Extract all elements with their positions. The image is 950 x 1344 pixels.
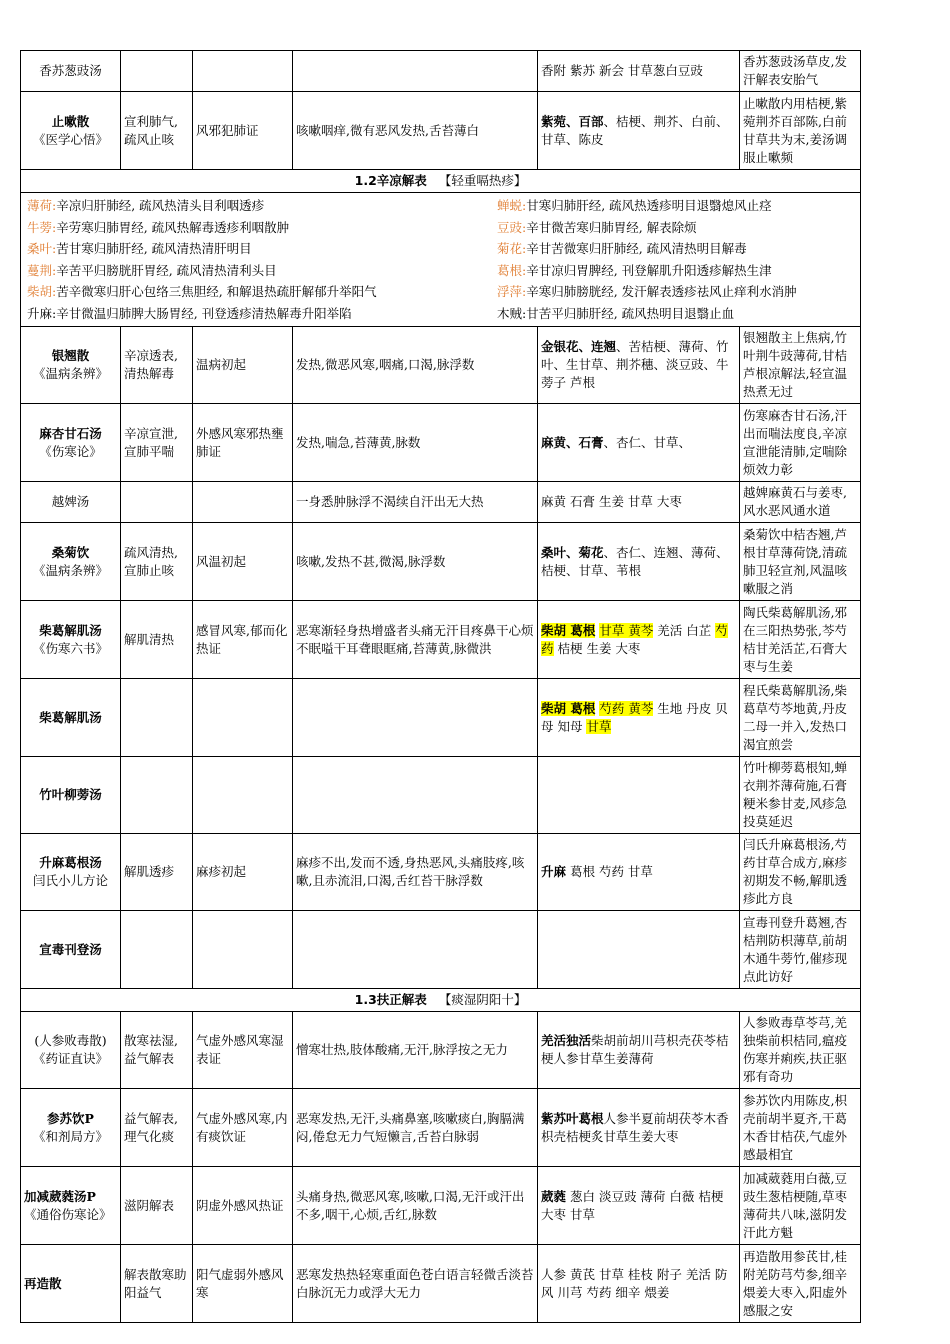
formula-effect-text: 滋阴解表 xyxy=(124,1197,175,1213)
formula-ingredients xyxy=(538,1245,740,1323)
herb-desc: 辛苦平归膀胱肝胃经, 疏风清热清利头目 xyxy=(56,262,277,278)
formula-name: 加减葳蕤汤P xyxy=(24,1188,96,1204)
formula-song xyxy=(740,834,861,911)
ingredient-segment: 、苦桔梗、薄荷、竹叶、生甘草、荆芥穗、淡豆豉、牛蒡子 芦根 xyxy=(541,339,729,390)
ingredient-segment: 柴胡 葛根 xyxy=(541,700,596,716)
formula-indication xyxy=(193,404,293,482)
formula-song-text: 银翘散主上焦病,竹叶荆牛豉薄荷,甘桔芦根凉解法,轻宣温热煮无过 xyxy=(743,330,847,399)
formula-source: 闫氏小儿方论 xyxy=(32,873,108,888)
formula-effect-text: 散寒祛湿,益气解表 xyxy=(124,1033,178,1066)
formula-name: 柴葛解肌汤 xyxy=(39,709,102,725)
formula-indication xyxy=(193,1012,293,1089)
formula-source: 《和剂局方》 xyxy=(32,1128,108,1144)
formula-song xyxy=(740,51,861,92)
herb-name: 木贼: xyxy=(497,305,527,321)
formula-song-text: 陶氏柴葛解肌汤,邪在三阳热势张,芩芍桔甘羌活芷,石膏大枣与生姜 xyxy=(743,604,847,674)
formula-song-text: 香苏葱豉汤草皮,发汗解表安胎气 xyxy=(743,54,847,87)
formula-effect xyxy=(121,327,193,404)
formula-indication xyxy=(193,1167,293,1245)
herb-note-line xyxy=(24,217,861,239)
formula-symptoms-text: 咳嗽,发热不甚,微渴,脉浮数 xyxy=(296,553,446,569)
formula-name: 再造散 xyxy=(24,1275,62,1291)
formula-effect xyxy=(121,1012,193,1089)
formula-song xyxy=(740,523,861,601)
formula-effect-text: 解肌透疹 xyxy=(124,864,175,879)
herb-note xyxy=(494,195,861,217)
formula-symptoms-text: 发热,微恶风寒,咽痛,口渴,脉浮数 xyxy=(296,357,475,372)
ingredient-segment: 香附 紫苏 新会 甘草葱白豆豉 xyxy=(541,63,703,78)
formula-table xyxy=(20,50,861,1323)
formula-row xyxy=(21,482,861,523)
formula-song xyxy=(740,911,861,989)
formula-ingredients xyxy=(538,834,740,911)
formula-ingredients xyxy=(538,523,740,601)
herb-note xyxy=(494,281,861,303)
formula-indication xyxy=(193,1245,293,1323)
ingredient-segment: 生地 丹皮 贝母 知母 xyxy=(541,700,728,734)
formula-ingredients xyxy=(538,1167,740,1245)
section-tag: 【痰湿阴阳十】 xyxy=(438,992,527,1007)
formula-name-cell xyxy=(21,1245,121,1323)
ingredient-segment: 柴胡前胡川芎枳壳茯苓桔梗人参甘草生姜薄荷 xyxy=(541,1033,729,1066)
formula-song-text: 越婢麻黄石与姜枣,风水恶风通水道 xyxy=(743,485,847,518)
ingredient-segment: 甘草 黄芩 xyxy=(599,622,654,638)
formula-indication xyxy=(193,327,293,404)
formula-row xyxy=(21,757,861,834)
formula-indication xyxy=(193,679,293,757)
formula-name-cell xyxy=(21,1089,121,1167)
formula-symptoms xyxy=(293,1012,538,1089)
formula-indication-text: 阳气虚弱外感风寒 xyxy=(196,1266,284,1300)
herb-note xyxy=(494,217,861,239)
formula-symptoms-text: 发热,喘急,苔薄黄,脉数 xyxy=(296,434,421,450)
herb-note xyxy=(494,260,861,282)
ingredient-segment: 、杏仁、连翘、薄荷、桔梗、甘草、苇根 xyxy=(541,544,729,578)
formula-name-cell xyxy=(21,51,121,92)
formula-row xyxy=(21,1245,861,1323)
herb-notes-cell xyxy=(21,193,861,327)
formula-name: 越婢汤 xyxy=(51,494,90,509)
formula-name: 麻杏甘石汤 xyxy=(39,425,102,441)
formula-source: 《温病条辨》 xyxy=(32,366,108,381)
ingredient-segment: 紫菀、百部 xyxy=(541,113,604,129)
formula-row xyxy=(21,404,861,482)
herb-desc: 辛甘凉归胃脾经, 刊登解肌升阳透疹解热生津 xyxy=(526,262,772,278)
herb-note-line xyxy=(24,195,861,217)
formula-row xyxy=(21,1012,861,1089)
formula-row xyxy=(21,523,861,601)
formula-song xyxy=(740,482,861,523)
herb-name: 蔓荆: xyxy=(27,262,57,278)
formula-effect xyxy=(121,404,193,482)
formula-indication-text: 风温初起 xyxy=(196,553,247,569)
ingredient-segment: 甘草 xyxy=(586,718,612,734)
formula-song xyxy=(740,1089,861,1167)
formula-name-cell xyxy=(21,757,121,834)
formula-effect-text: 疏风清热,宣肺止咳 xyxy=(124,544,178,578)
formula-indication-text: 风邪犯肺证 xyxy=(196,122,259,138)
formula-song xyxy=(740,679,861,757)
formula-row xyxy=(21,911,861,989)
formula-ingredients xyxy=(538,327,740,404)
formula-name-cell xyxy=(21,404,121,482)
formula-ingredients xyxy=(538,601,740,679)
formula-name-cell xyxy=(21,679,121,757)
formula-song xyxy=(740,327,861,404)
formula-effect xyxy=(121,679,193,757)
formula-symptoms-text: 咳嗽咽痒,微有恶风发热,舌苔薄白 xyxy=(296,122,479,138)
formula-ingredients xyxy=(538,51,740,92)
formula-source: 《通俗伤寒论》 xyxy=(24,1206,112,1222)
formula-indication xyxy=(193,51,293,92)
formula-song xyxy=(740,757,861,834)
formula-symptoms xyxy=(293,679,538,757)
formula-name-cell xyxy=(21,1167,121,1245)
formula-symptoms-text: 麻疹不出,发而不透,身热恶风,头痛肢疼,咳嗽,且赤流泪,口渴,舌红苔干脉浮数 xyxy=(296,855,525,888)
formula-song xyxy=(740,1245,861,1323)
formula-name: 柴葛解肌汤 xyxy=(39,622,102,638)
ingredient-segment: 、桔梗、荆芥、白前、甘草、陈皮 xyxy=(541,113,729,147)
formula-symptoms-text: 一身悉肿脉浮不渴续自汗出无大热 xyxy=(296,494,484,509)
formula-name: 宣毒刊登汤 xyxy=(39,941,102,957)
formula-song-text: 人参败毒草苓芎,羌独柴前枳桔同,瘟疫伤寒并痢疾,扶正驱邪有奇功 xyxy=(743,1015,847,1084)
ingredient-segment: 柴胡 葛根 xyxy=(541,622,596,638)
formula-song-text: 桑菊饮中桔杏翘,芦根甘草薄荷饶,清疏肺卫轻宣剂,风温咳嗽服之消 xyxy=(743,526,847,596)
formula-source: 《伤寒论》 xyxy=(39,443,102,459)
formula-row xyxy=(21,51,861,92)
herb-notes-row xyxy=(21,193,861,327)
section-title: 1.3扶正解表 xyxy=(354,992,427,1007)
formula-row xyxy=(21,92,861,170)
formula-name: 升麻葛根汤 xyxy=(39,855,102,870)
herb-name: 菊花: xyxy=(497,241,527,256)
section-header-row xyxy=(21,989,861,1012)
herb-note-line xyxy=(24,303,861,325)
section-title-cell xyxy=(21,170,861,193)
ingredient-segment: 麻黄 石膏 生姜 甘草 大枣 xyxy=(541,494,682,509)
formula-effect-text: 益气解表,理气化痰 xyxy=(124,1110,178,1144)
formula-symptoms xyxy=(293,911,538,989)
herb-name: 桑叶: xyxy=(27,241,57,256)
formula-name-cell xyxy=(21,92,121,170)
formula-symptoms xyxy=(293,757,538,834)
formula-song-text: 竹叶柳蒡葛根知,蝉衣荆芥薄荷施,石膏粳米参甘麦,风疹急投莫延迟 xyxy=(743,760,847,829)
formula-symptoms-text: 憎寒壮热,肢体酸痛,无汗,脉浮按之无力 xyxy=(296,1042,508,1057)
herb-note xyxy=(24,260,494,282)
formula-song-text: 加减葳蕤用白薇,豆豉生葱桔梗随,草枣薄荷共八味,滋阴发汗此方魁 xyxy=(743,1170,847,1240)
herb-name: 蝉蜕: xyxy=(497,198,527,213)
formula-effect xyxy=(121,911,193,989)
herb-desc: 甘苦平归肺肝经, 疏风热明目退翳止血 xyxy=(526,305,735,321)
ingredient-segment: 葛根 芍药 甘草 xyxy=(566,864,653,879)
herb-note xyxy=(24,217,494,239)
formula-row xyxy=(21,1089,861,1167)
herb-desc: 辛劳寒归肺胃经, 疏风热解毒透疹利咽散肿 xyxy=(56,219,290,235)
formula-song-text: 再造散用参芪甘,桂附羌防芎芍参,细辛煨姜大枣入,阳虚外感服之安 xyxy=(743,1248,847,1318)
formula-song xyxy=(740,92,861,170)
formula-effect xyxy=(121,51,193,92)
formula-song-text: 伤寒麻杏甘石汤,汗出而喘法度良,辛凉宣泄能清肺,定喘除烦效力彰 xyxy=(743,407,847,477)
formula-song xyxy=(740,601,861,679)
section-header-row xyxy=(21,170,861,193)
formula-indication xyxy=(193,523,293,601)
formula-name: 竹叶柳蒡汤 xyxy=(39,787,102,802)
formula-ingredients xyxy=(538,1012,740,1089)
formula-symptoms-text: 恶寒发热热轻寒重面色苍白语言轻微舌淡苔白脉沉无力或浮大无力 xyxy=(296,1266,534,1300)
formula-song xyxy=(740,1167,861,1245)
formula-source: 《药证直诀》 xyxy=(32,1051,108,1066)
formula-effect-text: 辛凉宣泄,宣肺平喘 xyxy=(124,425,178,459)
formula-symptoms xyxy=(293,327,538,404)
herb-desc: 辛寒归肺膀胱经, 发汗解表透疹祛风止痒利水消肿 xyxy=(526,284,797,299)
formula-name: 止嗽散 xyxy=(51,113,90,129)
formula-song-text: 宣毒刊登升葛翘,杏桔荆防枳薄草,前胡木通牛蒡竹,催疹现点此访好 xyxy=(743,914,847,984)
section-title-cell xyxy=(21,989,861,1012)
formula-indication xyxy=(193,911,293,989)
ingredient-segment: 桑叶、菊花 xyxy=(541,544,604,560)
ingredient-segment: 芍药 黄芩 xyxy=(599,700,654,716)
herb-note-line xyxy=(24,238,861,260)
formula-name: (人参败毒散) xyxy=(34,1033,107,1048)
formula-name-cell xyxy=(21,327,121,404)
formula-effect xyxy=(121,1167,193,1245)
herb-name: 升麻: xyxy=(27,305,57,321)
ingredient-segment: 羌活 白芷 xyxy=(653,622,716,638)
formula-indication-text: 温病初起 xyxy=(196,357,247,372)
formula-song xyxy=(740,404,861,482)
ingredient-segment: 麻黄、石膏 xyxy=(541,434,604,450)
formula-symptoms xyxy=(293,92,538,170)
herb-desc: 苦甘寒归肺肝经, 疏风清热清肝明目 xyxy=(56,241,252,256)
ingredient-segment: 桔梗 生姜 大枣 xyxy=(553,640,641,656)
formula-ingredients xyxy=(538,911,740,989)
herb-note xyxy=(24,303,494,325)
formula-name-cell xyxy=(21,601,121,679)
formula-name-cell xyxy=(21,911,121,989)
herb-note xyxy=(24,281,494,303)
formula-row xyxy=(21,327,861,404)
formula-ingredients xyxy=(538,1089,740,1167)
formula-effect-text: 解肌清热 xyxy=(124,631,175,647)
herb-desc: 辛甘苦微寒归肝肺经, 疏风清热明目解毒 xyxy=(526,241,747,256)
formula-symptoms-text: 恶寒渐轻身热增盛者头痛无汗目疼鼻干心烦不眠嗌干耳聋眼眶痛,苔薄黄,脉微洪 xyxy=(296,622,534,656)
herb-note-line xyxy=(24,281,861,303)
herb-desc: 甘寒归肺肝经, 疏风热透疹明目退翳熄风止痉 xyxy=(526,198,772,213)
formula-indication xyxy=(193,92,293,170)
formula-song xyxy=(740,1012,861,1089)
formula-effect-text: 辛凉透表,清热解毒 xyxy=(124,348,178,381)
formula-symptoms xyxy=(293,1167,538,1245)
formula-name-cell xyxy=(21,482,121,523)
formula-indication-text: 感冒风寒,郁而化热证 xyxy=(196,622,288,656)
formula-symptoms xyxy=(293,601,538,679)
ingredient-segment: 芍药 xyxy=(541,622,728,656)
ingredient-segment: 葳蕤 xyxy=(541,1188,567,1204)
section-title: 1.2辛凉解表 xyxy=(354,173,427,188)
formula-indication xyxy=(193,482,293,523)
herb-desc: 辛凉归肝肺经, 疏风热清头目利咽透疹 xyxy=(56,198,265,213)
formula-effect xyxy=(121,601,193,679)
formula-song-text: 参苏饮内用陈皮,枳壳前胡半夏齐,干葛木香甘桔茯,气虚外感最相宜 xyxy=(743,1092,847,1162)
formula-symptoms xyxy=(293,482,538,523)
ingredient-segment: 人参 黄芪 甘草 桂枝 附子 羌活 防风 川芎 芍药 细辛 煨姜 xyxy=(541,1266,728,1300)
herb-note xyxy=(24,238,494,260)
formula-source: 《伤寒六书》 xyxy=(32,640,108,656)
formula-name: 香苏葱豉汤 xyxy=(39,63,102,78)
herb-name: 葛根: xyxy=(497,262,527,278)
formula-indication xyxy=(193,757,293,834)
herb-desc: 苦辛微寒归肝心包络三焦胆经, 和解退热疏肝解郁升举阳气 xyxy=(56,284,377,299)
herb-note xyxy=(494,238,861,260)
section-tag: 【轻重嗝热疹】 xyxy=(438,173,527,188)
formula-effect-text: 解表散寒助阳益气 xyxy=(124,1266,187,1300)
ingredient-segment: 紫苏叶葛根 xyxy=(541,1110,604,1126)
formula-symptoms xyxy=(293,1245,538,1323)
formula-ingredients xyxy=(538,92,740,170)
formula-source: 《医学心悟》 xyxy=(32,131,108,147)
formula-row xyxy=(21,601,861,679)
formula-name-cell xyxy=(21,1012,121,1089)
formula-effect xyxy=(121,1089,193,1167)
formula-row xyxy=(21,1167,861,1245)
formula-effect-text: 宣利肺气,疏风止咳 xyxy=(124,113,178,147)
ingredient-segment: 金银花、连翘 xyxy=(541,339,617,354)
ingredient-segment: 葱白 淡豆豉 薄荷 白薇 桔梗 大枣 甘草 xyxy=(541,1188,724,1222)
formula-effect xyxy=(121,523,193,601)
formula-symptoms xyxy=(293,404,538,482)
herb-desc: 辛甘微温归肺脾大肠胃经, 刊登透疹清热解毒升阳举陷 xyxy=(56,305,352,321)
formula-symptoms xyxy=(293,1089,538,1167)
herb-name: 薄荷: xyxy=(27,198,57,213)
herb-notes-table xyxy=(24,195,861,324)
herb-desc: 辛甘微苦寒归肺胃经, 解表除烦 xyxy=(526,219,697,235)
herb-note xyxy=(24,195,494,217)
formula-ingredients xyxy=(538,679,740,757)
herb-note xyxy=(494,303,861,325)
formula-effect xyxy=(121,92,193,170)
formula-indication xyxy=(193,601,293,679)
formula-song-text: 闫氏升麻葛根汤,芍药甘草合成方,麻疹初期发不畅,解肌透疹此方良 xyxy=(743,837,847,906)
formula-indication-text: 外感风寒邪热壅肺证 xyxy=(196,425,284,459)
herb-name: 豆豉: xyxy=(497,219,527,235)
herb-note-line xyxy=(24,260,861,282)
herb-name: 浮萍: xyxy=(497,284,527,299)
formula-song-text: 止嗽散内用桔梗,紫菀荆芥百部陈,白前甘草共为末,姜汤调服止嗽频 xyxy=(743,95,847,165)
ingredient-segment: 人参半夏前胡茯苓木香枳壳桔梗炙甘草生姜大枣 xyxy=(541,1110,729,1144)
formula-row xyxy=(21,834,861,911)
formula-indication-text: 阴虚外感风热证 xyxy=(196,1197,284,1213)
formula-name: 银翘散 xyxy=(51,348,90,363)
formula-indication-text: 气虚外感风寒湿表证 xyxy=(196,1033,284,1066)
formula-name: 桑菊饮 xyxy=(51,544,90,560)
formula-indication-text: 麻疹初起 xyxy=(196,864,247,879)
herb-name: 柴胡: xyxy=(27,284,57,299)
formula-source: 《温病条辨》 xyxy=(32,562,108,578)
formula-effect xyxy=(121,482,193,523)
formula-symptoms xyxy=(293,523,538,601)
formula-row xyxy=(21,679,861,757)
formula-ingredients xyxy=(538,404,740,482)
formula-symptoms-text: 恶寒发热,无汗,头痛鼻塞,咳嗽痰白,胸膈满闷,倦怠无力气短懒言,舌苔白脉弱 xyxy=(296,1110,525,1144)
formula-ingredients xyxy=(538,757,740,834)
formula-symptoms xyxy=(293,834,538,911)
formula-effect xyxy=(121,834,193,911)
formula-indication xyxy=(193,1089,293,1167)
formula-effect xyxy=(121,1245,193,1323)
ingredient-segment: 、杏仁、甘草、 xyxy=(603,434,692,450)
herb-name: 牛蒡: xyxy=(27,219,57,235)
formula-symptoms-text: 头痛身热,微恶风寒,咳嗽,口渴,无汗或汗出不多,咽干,心烦,舌红,脉数 xyxy=(296,1188,525,1222)
formula-song-text: 程氏柴葛解肌汤,柴葛草芍芩地黄,丹皮二母一并入,发热口渴宜煎尝 xyxy=(743,682,847,752)
formula-symptoms xyxy=(293,51,538,92)
ingredient-segment: 升麻 xyxy=(541,864,567,879)
formula-name-cell xyxy=(21,523,121,601)
formula-ingredients xyxy=(538,482,740,523)
formula-name: 参苏饮P xyxy=(47,1110,94,1126)
formula-indication-text: 气虚外感风寒,内有痰饮证 xyxy=(196,1110,288,1144)
formula-name-cell xyxy=(21,834,121,911)
ingredient-segment: 羌活独活 xyxy=(541,1033,592,1048)
formula-indication xyxy=(193,834,293,911)
formula-effect xyxy=(121,757,193,834)
